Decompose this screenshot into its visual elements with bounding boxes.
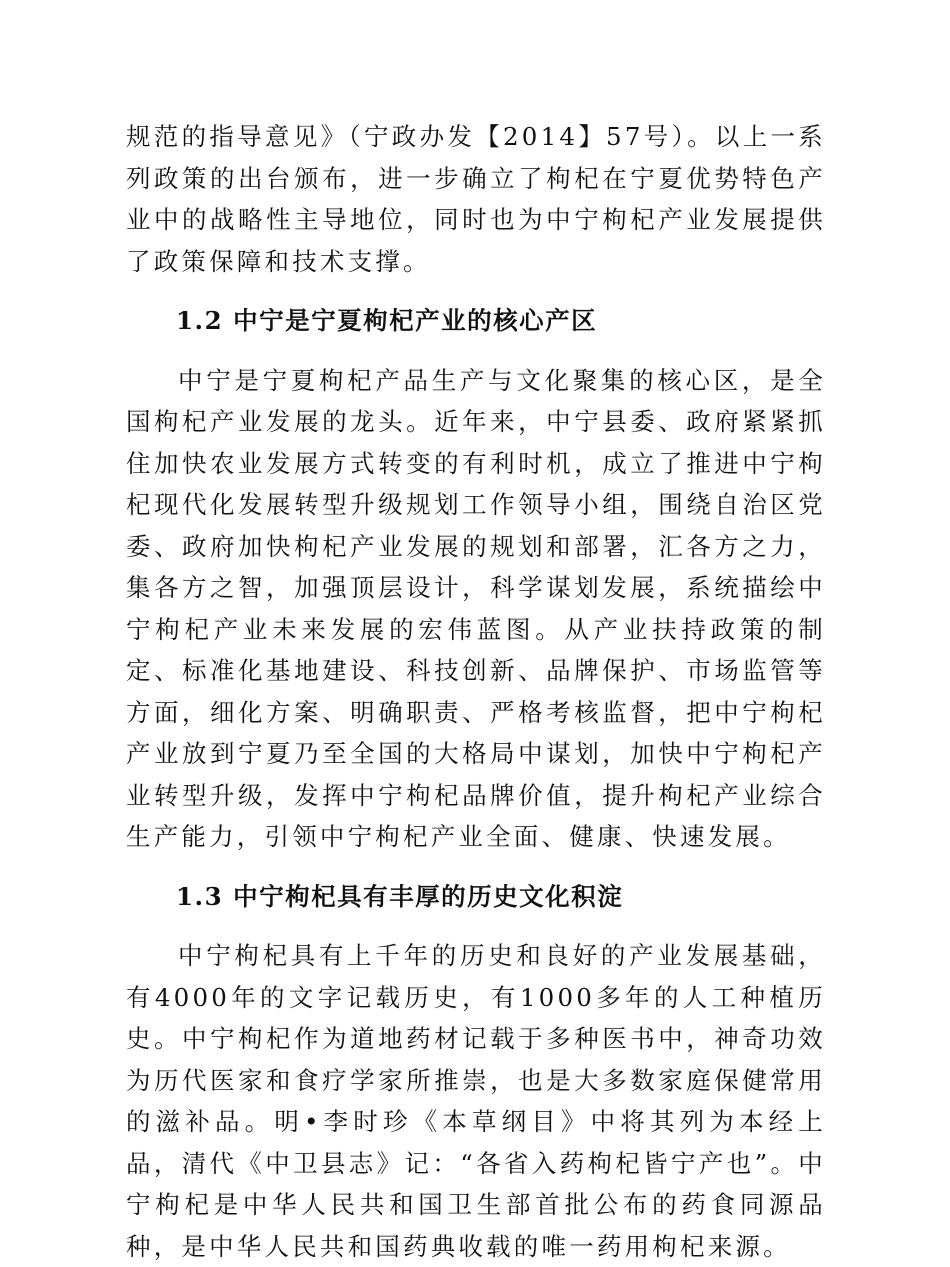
body-paragraph-core-area: 中宁是宁夏枸杞产品生产与文化聚集的核心区，是全国枸杞产业发展的龙头。近年来，中宁县委、政府紧紧抓住加快农业发展方式转变的有利时机，成立了推进中宁枸杞现代化发展转型升级规划工作领导小组，围绕自治区党委、政府加快枸杞产业发展的规划和部署，汇各方之力，集各方之智，加强顶层设计，科学谋划发展，系统描绘中宁枸杞产业未来发展的宏伟蓝图。从产业扶持政策的制定、标准化基地建设、科技创新、品牌保护、市场监管等方面，细化方案、明确职责、严格考核监督，把中宁枸杞产业放到宁夏乃至全国的大格局中谋划，加快中宁枸杞产业转型升级，发挥中宁枸杞品牌价值，提升枸杞产业综合生产能力，引领中宁枸杞产业全面、健康、快速发展。 [126,365,826,851]
document-page [126,116,826,1267]
section-heading-1-2: 1.2 中宁是宁夏枸杞产业的核心产区 [176,306,598,335]
body-paragraph-policy: 规范的指导意见》（宁政办发【2014】57号）。以上一系列政策的出台颁布，进一步确立了枸杞在宁夏优势特色产业中的战略性主导地位，同时也为中宁枸杞产业发展提供了政策保障和技术支撑。 [126,122,826,276]
body-paragraph-history: 中宁枸杞具有上千年的历史和良好的产业发展基础，有4000年的文字记载历史，有1000多年的人工种植历史。中宁枸杞作为道地药材记载于多种医书中，神奇功效为历代医家和食疗学家所推崇，也是大多数家庭保健常用的滋补品。明•李时珍《本草纲目》中将其列为本经上品，清代《中卫县志》记：“各省入药枸杞皆宁产也”。中宁枸杞是中华人民共和国卫生部首批公布的药食同源品种，是中华人民共和国药典收载的唯一药用枸杞来源。 [126,941,826,1261]
section-heading-1-3: 1.3 中宁枸杞具有丰厚的历史文化积淀 [176,881,624,911]
